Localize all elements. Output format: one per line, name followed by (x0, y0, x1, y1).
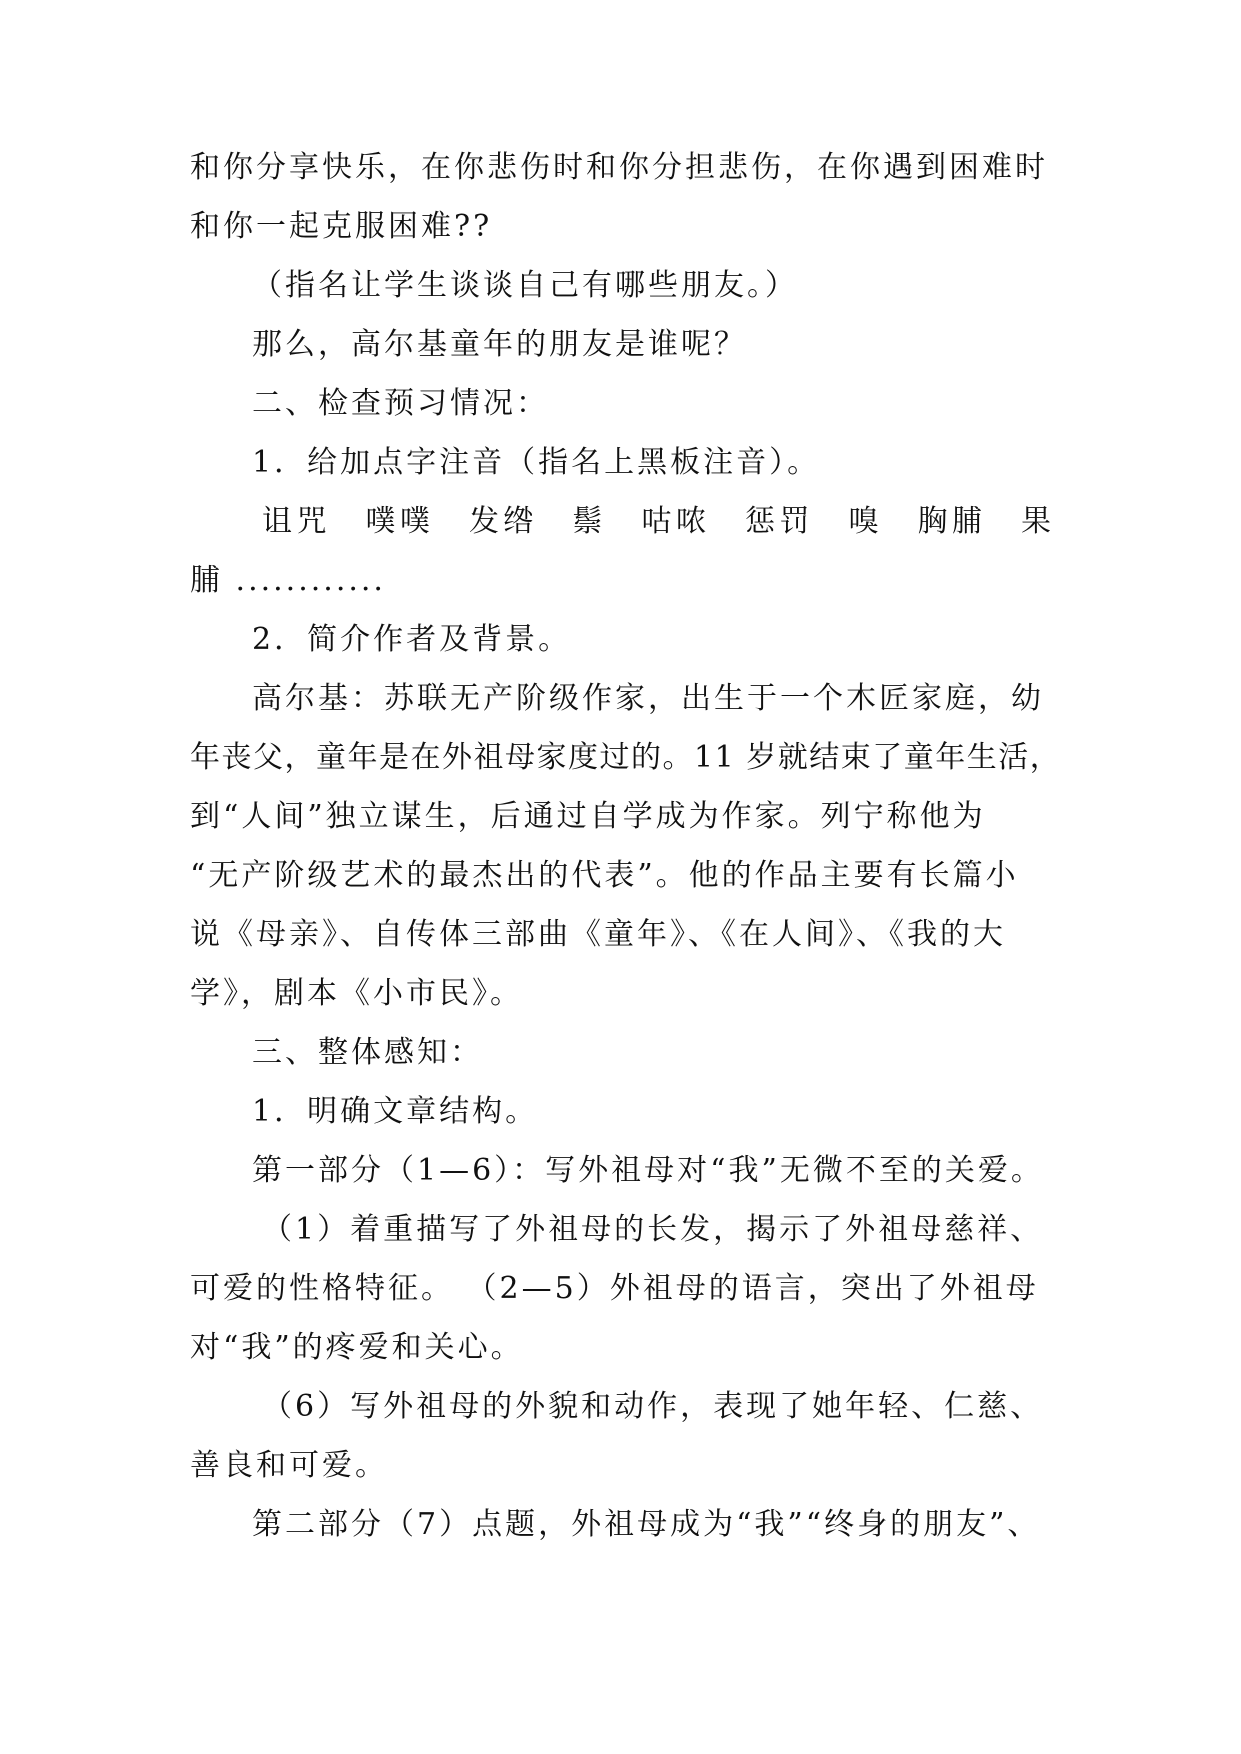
text-line: 高尔基：苏联无产阶级作家，出生于一个木匠家庭，幼 (252, 681, 1044, 716)
text-line: （指名让学生谈谈自己有哪些朋友。） (252, 268, 798, 303)
section-heading: 三、整体感知： (252, 1035, 483, 1070)
text-line: 善良和可爱。 (190, 1448, 388, 1483)
text-line: 对“我”的疼爱和关心。 (190, 1330, 524, 1365)
text-line: 1．明确文章结构。 (252, 1094, 539, 1129)
text-line: 可爱的性格特征。 （2—5）外祖母的语言，突出了外祖母 (190, 1271, 1039, 1306)
text-line: 和你一起克服困难?? (190, 209, 493, 244)
text-line: 说《母亲》、自传体三部曲《童年》、《在人间》、《我的大 (190, 917, 1006, 952)
text-line: 第二部分（7）点题，外祖母成为“我”“终身的朋友”、 (252, 1507, 1041, 1542)
text-line: “无产阶级艺术的最杰出的代表”。他的作品主要有长篇小 (190, 858, 1019, 893)
vocabulary-list: 诅咒 噗噗 发绺 鬃 咕哝 惩罚 嗅 胸脯 果 (262, 504, 1056, 539)
vocabulary-list: 脯 ............ (190, 563, 386, 598)
text-line: （1）着重描写了外祖母的长发，揭示了外祖母慈祥、 (262, 1212, 1044, 1247)
text-line: 年丧父，童年是在外祖母家度过的。11 岁就结束了童年生活， (190, 740, 1062, 775)
text-line: 学》，剧本《小市民》。 (190, 976, 523, 1011)
text-line: 2．简介作者及背景。 (252, 622, 572, 657)
text-line: 第一部分（1—6）：写外祖母对“我”无微不至的关爱。 (252, 1153, 1044, 1188)
section-heading: 二、检查预习情况： (252, 386, 549, 421)
text-line: 那么，高尔基童年的朋友是谁呢？ (252, 327, 747, 362)
text-line: 到“人间”独立谋生，后通过自学成为作家。列宁称他为 (190, 799, 986, 834)
text-line: （6）写外祖母的外貌和动作，表现了她年轻、仁慈、 (262, 1389, 1044, 1424)
text-line: 和你分享快乐，在你悲伤时和你分担悲伤，在你遇到困难时 (190, 150, 1048, 185)
text-line: 1．给加点字注音（指名上黑板注音）。 (252, 445, 821, 480)
